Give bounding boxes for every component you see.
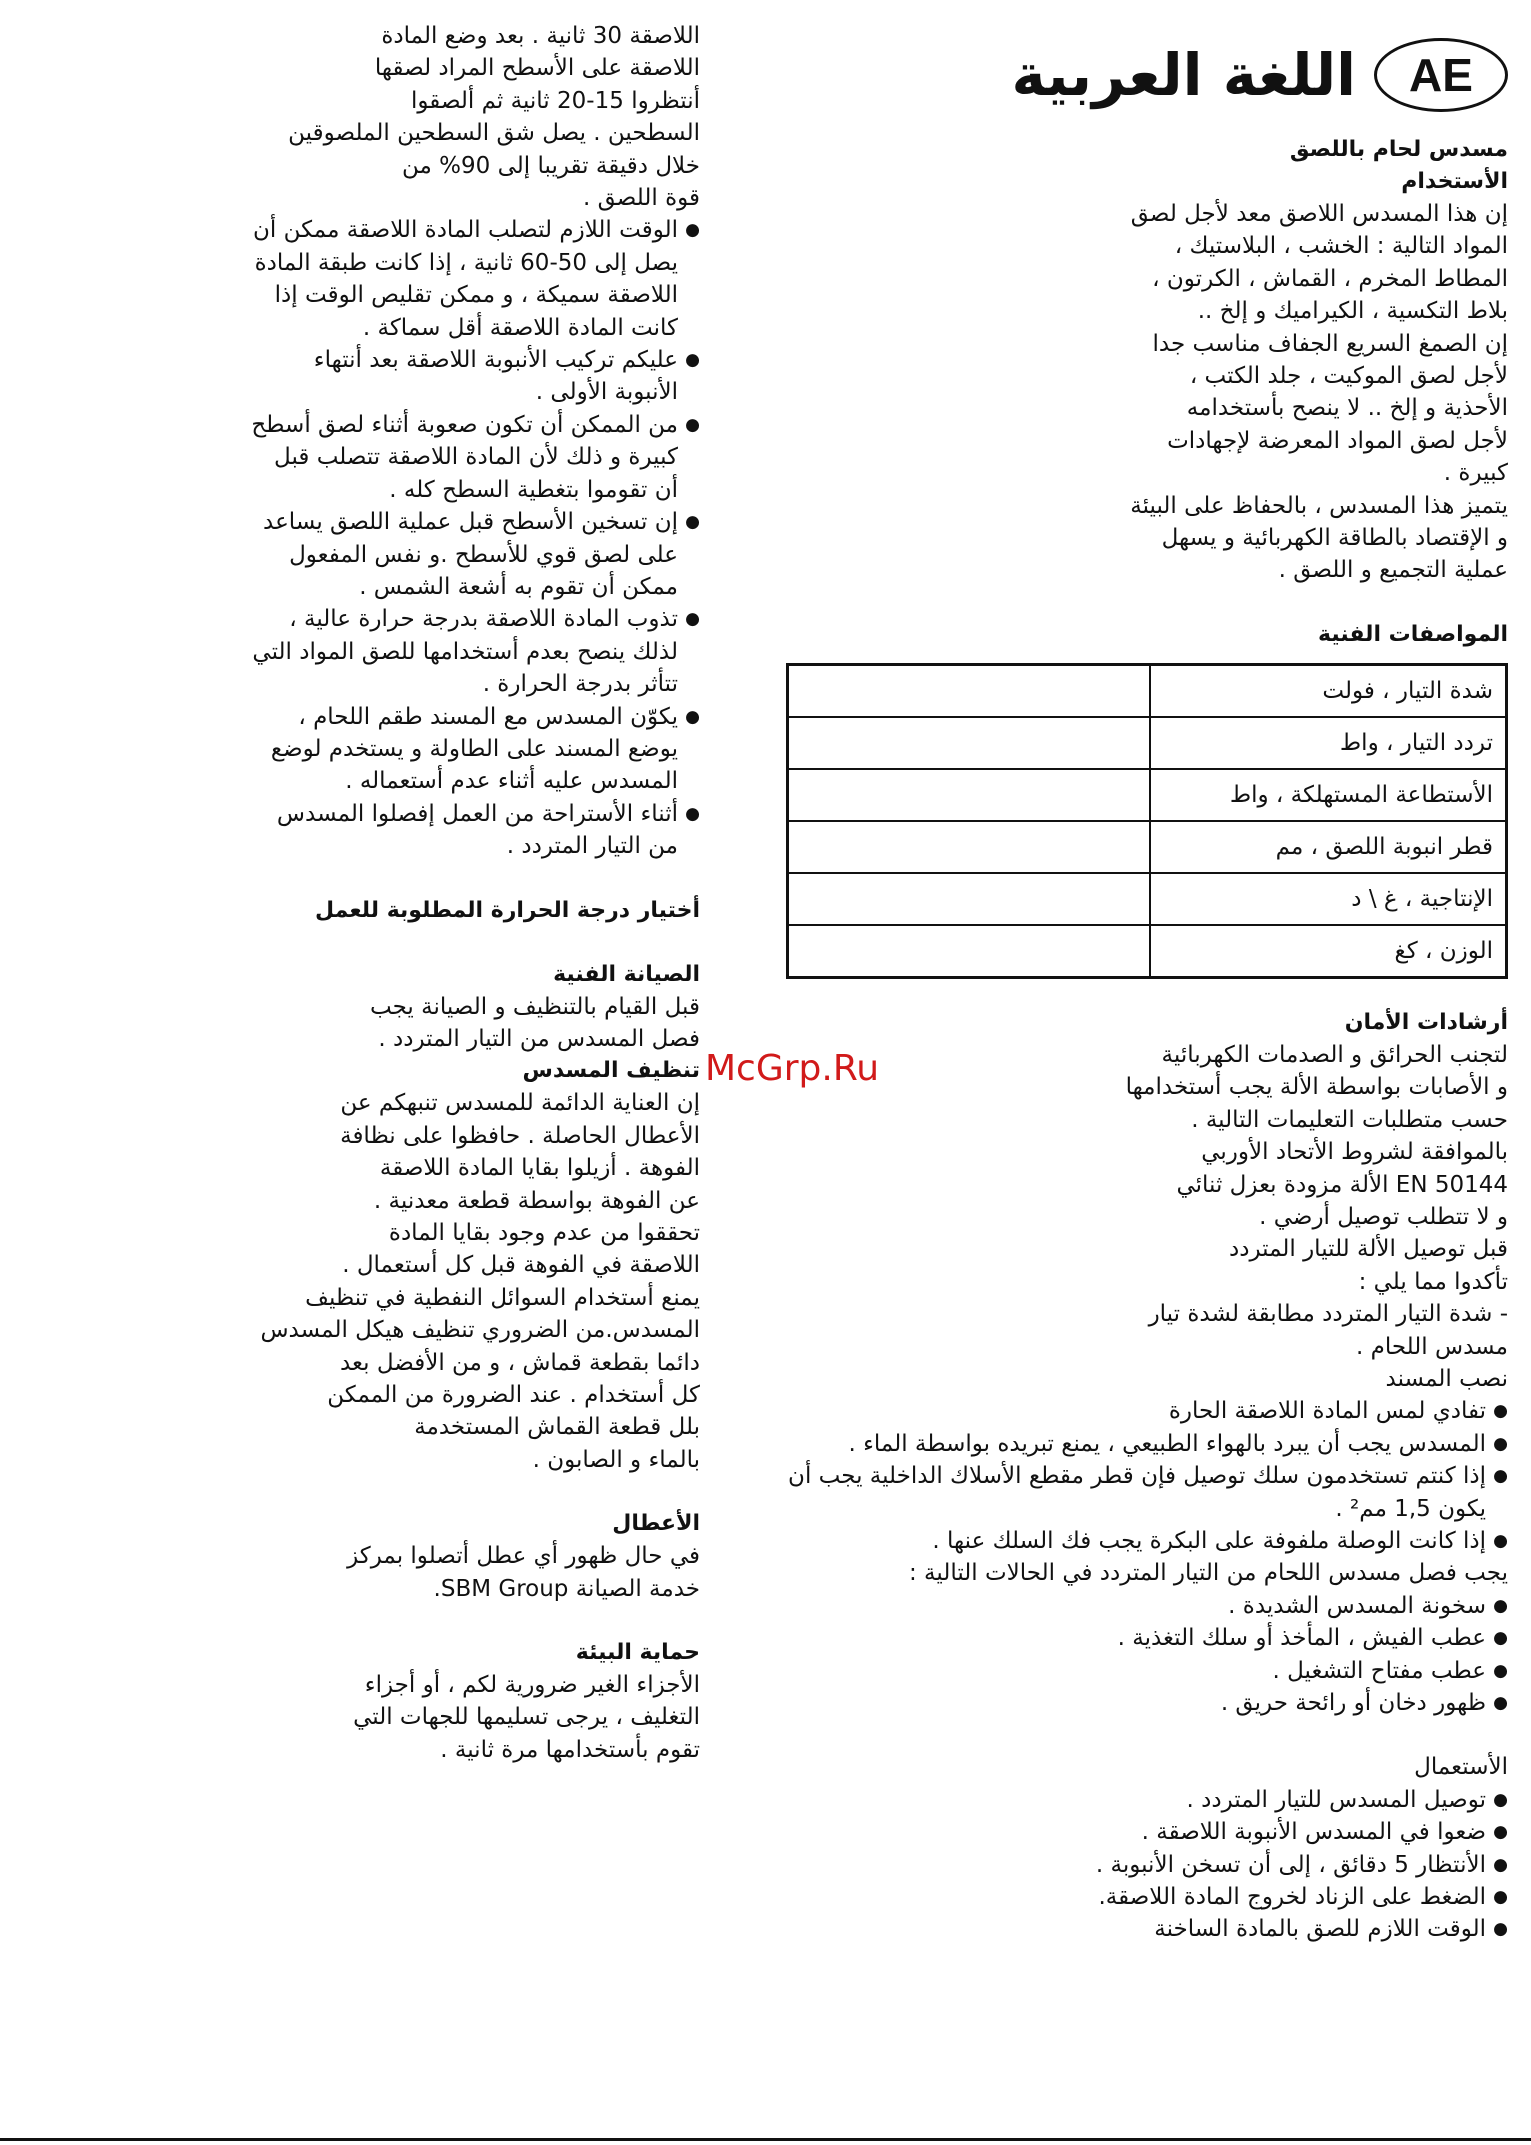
safety-heading: أرشادات الأمان	[1344, 1009, 1508, 1035]
usage-line: لأجل لصق المواد المعرضة لإجهادات	[1167, 427, 1508, 454]
disconnect-intro: يجب فصل مسدس اللحام من التيار المتردد في الحالات التالية :	[909, 1560, 1508, 1587]
temperature-heading: أختيار درجة الحرارة المطلوبة للعمل	[314, 897, 700, 923]
operation-bullets	[784, 1784, 1508, 1946]
faults-line: في حال ظهور أي عطل أتصلوا بمركز	[347, 1543, 700, 1570]
disconnect-bullet: ● عطب مفتاح التشغيل .	[784, 1655, 1508, 1687]
safety-line: و لا تتطلب توصيل أرضي .	[1259, 1203, 1508, 1230]
usage-line: كبيرة .	[1443, 460, 1508, 487]
operation-bullet: ● ضعوا في المسدس الأنبوبة اللاصقة .	[784, 1816, 1508, 1848]
spec-label: تردد التيار ، واط	[1150, 717, 1507, 769]
usage-line: لأجل لصق الموكيت ، جلد الكتب ،	[1189, 363, 1508, 390]
safety-line: نصب المسند	[1385, 1365, 1508, 1392]
spec-row	[788, 925, 1507, 978]
safety-line: و الأصابات بواسطة الألة يجب أستخدامها	[1125, 1074, 1508, 1101]
continued-line: قوة اللصق .	[583, 185, 700, 212]
spec-row	[788, 717, 1507, 769]
spec-value	[788, 769, 1151, 821]
spec-value	[788, 925, 1151, 978]
safety-bullets-1	[784, 1395, 1508, 1557]
operation-bullet: ● توصيل المسدس للتيار المتردد .	[784, 1784, 1508, 1816]
safety-text	[784, 1039, 1508, 1395]
safety-bullets-2	[784, 1590, 1508, 1720]
continued-bullet: ● إن تسخين الأسطح قبل عملية اللصق يساعد على لصق قوي للأسطح .و نفس المفعول ممكن أن تقوم به أشعة الشمس .	[250, 506, 700, 603]
usage-line: بلاط التكسية ، الكيراميك و إلخ ..	[1197, 298, 1508, 325]
environment-line: تقوم بأستخدامها مرة ثانية .	[440, 1736, 700, 1763]
spec-value	[788, 821, 1151, 873]
safety-line: حسب متطلبات التعليمات التالية .	[1191, 1106, 1508, 1133]
operation-bullet: ● الضغط على الزناد لخروج المادة اللاصقة.	[784, 1881, 1508, 1913]
usage-line: عملية التجميع و اللصق .	[1278, 557, 1508, 584]
usage-text	[784, 198, 1508, 587]
cleaning-heading: تنظيف المسدس	[522, 1058, 700, 1084]
safety-line: EN 50144 الألة مزودة بعزل ثنائي	[1176, 1171, 1508, 1198]
spec-label: الوزن ، كغ	[1150, 925, 1507, 978]
faults-line: خدمة الصيانة SBM Group.	[433, 1575, 700, 1602]
usage-line: المواد التالية : الخشب ، البلاستيك ،	[1174, 233, 1508, 260]
cleaning-line: الأعطال الحاصلة . حافظوا على نظافة	[340, 1122, 700, 1149]
product-title: مسدس لحام باللصق	[1289, 137, 1508, 162]
operation-bullet: ● الوقت اللازم للصق بالمادة الساخنة	[784, 1913, 1508, 1945]
usage-line: إن الصمغ السريع الجفاف مناسب جدا	[1152, 330, 1508, 357]
cleaning-line: بالماء و الصابون .	[532, 1446, 700, 1473]
continued-line: السطحين . يصل شق السطحين الملصوقين	[288, 120, 700, 147]
environment-line: التغليف ، يرجى تسليمها للجهات التي	[353, 1704, 700, 1731]
watermark: McGrp.Ru	[705, 1048, 880, 1089]
usage-heading: الأستخدام	[1401, 169, 1508, 194]
cleaning-line: تحققوا من عدم وجود بقايا المادة	[388, 1220, 700, 1246]
usage-line: الأحذية و إلخ .. لا ينصح بأستخدامه	[1186, 395, 1508, 422]
safety-line: تأكدوا مما يلي :	[1358, 1268, 1508, 1295]
spec-row	[788, 664, 1507, 717]
faults-heading: الأعطال	[612, 1511, 700, 1537]
spec-row	[788, 769, 1507, 821]
maintenance-line: فصل المسدس من التيار المتردد .	[378, 1025, 700, 1052]
safety-bullet: ● المسدس يجب أن يبرد بالهواء الطبيعي ، يمنع تبريده بواسطة الماء .	[784, 1428, 1508, 1460]
continued-line: اللاصقة على الأسطح المراد لصقها	[374, 55, 700, 82]
continued-bullet: ● من الممكن أن تكون صعوبة أثناء لصق أسطح كبيرة و ذلك لأن المادة اللاصقة تتصلب قبل أن تقوموا بتغطية السطح كله .	[250, 409, 700, 506]
safety-line: بالموافقة لشروط الأتحاد الأوربي	[1201, 1139, 1508, 1166]
cleaning-line: الفوهة . أزيلوا بقايا المادة اللاصقة	[379, 1155, 700, 1182]
continued-bullet: ● يكوّن المسدس مع المسند طقم اللحام ، يوضع المسند على الطاولة و يستخدم لوضع المسدس عليه أثناء عدم أستعماله .	[250, 701, 700, 798]
safety-line: - شدة التيار المتردد مطابقة لشدة تيار	[1148, 1301, 1508, 1328]
cleaning-line: اللاصقة في الفوهة قبل كل أستعمال .	[342, 1252, 700, 1279]
cleaning-line: بلل قطعة القماش المستخدمة	[414, 1414, 700, 1441]
disconnect-bullet: ● سخونة المسدس الشديدة .	[784, 1590, 1508, 1622]
cleaning-line: عن الفوهة بواسطة قطعة معدنية .	[373, 1187, 700, 1214]
environment-line: الأجزاء الغير ضرورية لكم ، أو أجزاء	[364, 1672, 700, 1699]
cleaning-line: إن العناية الدائمة للمسدس تنبهكم عن	[340, 1090, 700, 1117]
faults-text	[250, 1540, 700, 1605]
safety-line: لتجنب الحرائق و الصدمات الكهربائية	[1161, 1041, 1508, 1068]
continued-line: اللاصقة 30 ثانية . بعد وضع المادة	[381, 23, 700, 49]
page-header	[784, 20, 1508, 130]
cleaning-line: كل أستخدام . عند الضرورة من الممكن	[327, 1382, 700, 1409]
disconnect-bullet: ● عطب الفيش ، المأخذ أو سلك التغذية .	[784, 1622, 1508, 1654]
spec-label: الأستطاعة المستهلكة ، واط	[1150, 769, 1507, 821]
maintenance-heading: الصيانة الفنية	[553, 961, 700, 987]
continued-text	[250, 20, 700, 214]
specs-heading: المواصفات الفنية	[1318, 621, 1508, 647]
spec-value	[788, 664, 1151, 717]
continued-bullet: ● أثناء الأستراحة من العمل إفصلوا المسدس من التيار المتردد .	[250, 798, 700, 863]
spec-value	[788, 717, 1151, 769]
operation-heading: الأستعمال	[1414, 1754, 1508, 1781]
continued-line: أنتظروا 15-20 ثانية ثم ألصقوا	[411, 87, 700, 114]
left-column	[250, 20, 700, 1766]
language-badge: AE	[1374, 38, 1508, 112]
continued-bullets	[250, 214, 700, 862]
environment-text	[250, 1669, 700, 1766]
spec-row	[788, 821, 1507, 873]
continued-bullet: ● عليكم تركيب الأنبوبة اللاصقة بعد أنتهاء الأنبوبة الأولى .	[250, 344, 700, 409]
disconnect-bullet: ● ظهور دخان أو رائحة حريق .	[784, 1687, 1508, 1719]
usage-line: يتميز هذا المسدس ، بالحفاظ على البيئة	[1130, 492, 1508, 519]
safety-bullet: ● إذا كنتم تستخدمون سلك توصيل فإن قطر مقطع الأسلاك الداخلية يجب أن يكون 1,5 مم² .	[784, 1460, 1508, 1525]
cleaning-text	[250, 1087, 700, 1476]
safety-bullet: ● تفادي لمس المادة اللاصقة الحارة	[784, 1395, 1508, 1427]
safety-bullet: ● إذا كانت الوصلة ملفوفة على البكرة يجب فك السلك عنها .	[784, 1525, 1508, 1557]
specs-table	[786, 663, 1508, 979]
language-title: اللغة العربية	[1011, 41, 1356, 109]
spec-label: شدة التيار ، فولت	[1150, 664, 1507, 717]
continued-bullet: ● تذوب المادة اللاصقة بدرجة حرارة عالية ، لذلك ينصح بعدم أستخدامها للصق المواد التي تتأثر بدرجة الحرارة .	[250, 603, 700, 700]
spec-label: قطر انبوبة اللصق ، مم	[1150, 821, 1507, 873]
cleaning-line: المسدس.من الضروري تنظيف هيكل المسدس	[260, 1317, 700, 1344]
spec-label: الإنتاجية ، غ \ د	[1150, 873, 1507, 925]
usage-line: المطاط المخرم ، القماش ، الكرتون ،	[1152, 265, 1508, 292]
right-column	[784, 20, 1508, 1946]
bottom-rule	[0, 2138, 1531, 2141]
spec-row	[788, 873, 1507, 925]
usage-line: و الإقتصاد بالطاقة الكهربائية و يسهل	[1161, 525, 1508, 552]
cleaning-line: دائما بقطعة قماش ، و من الأفضل بعد	[339, 1349, 700, 1376]
maintenance-text	[250, 991, 700, 1056]
continued-bullet: ● الوقت اللازم لتصلب المادة اللاصقة ممكن أن يصل إلى 50-60 ثانية ، إذا كانت طبقة المادة اللاصقة سميكة ، و ممكن تقليص الوقت إذا كانت المادة اللاصقة أقل سماكة .	[250, 214, 700, 344]
cleaning-line: يمنع أستخدام السوائل النفطية في تنظيف	[305, 1284, 700, 1311]
spec-value	[788, 873, 1151, 925]
environment-heading: حماية البيئة	[575, 1640, 700, 1666]
operation-bullet: ● الأنتظار 5 دقائق ، إلى أن تسخن الأنبوبة .	[784, 1849, 1508, 1881]
safety-line: مسدس اللحام .	[1355, 1333, 1508, 1360]
usage-line: إن هذا المسدس اللاصق معد لأجل لصق	[1130, 201, 1508, 227]
continued-line: خلال دقيقة تقريبا إلى 90% من	[402, 152, 700, 179]
maintenance-line: قبل القيام بالتنظيف و الصيانة يجب	[369, 993, 700, 1020]
safety-line: قبل توصيل الألة للتيار المتردد	[1228, 1236, 1508, 1263]
